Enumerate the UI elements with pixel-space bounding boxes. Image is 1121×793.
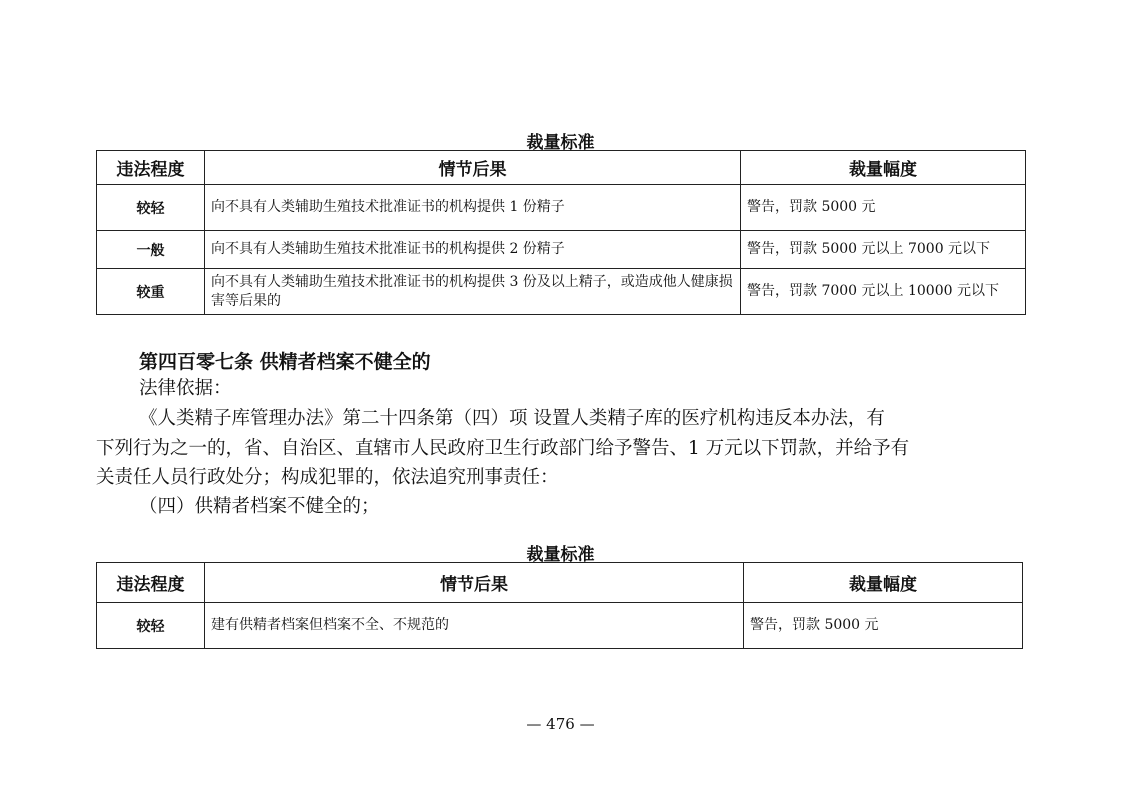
- circumstance-cell: 建有供精者档案但档案不全、不规范的: [205, 603, 744, 649]
- header-penalty-range: 裁量幅度: [741, 151, 1026, 185]
- discretion-table-2: [96, 562, 1023, 649]
- header-penalty-range: 裁量幅度: [744, 563, 1023, 603]
- table1-caption: 裁量标准: [526, 133, 595, 153]
- header-violation-level: 违法程度: [97, 151, 205, 185]
- header-violation-level: 违法程度: [97, 563, 205, 603]
- table-row: [97, 231, 1026, 269]
- legal-basis-label: 法律依据：: [139, 378, 232, 399]
- circumstance-cell: 向不具有人类辅助生殖技术批准证书的机构提供 1 份精子: [205, 185, 741, 231]
- penalty-cell: 警告，罚款 7000 元以上 10000 元以下: [741, 269, 1026, 315]
- legal-basis-line: 下列行为之一的，省、自治区、直辖市人民政府卫生行政部门给予警告、1 万元以下罚款，并给予有: [96, 438, 910, 459]
- table-row: [97, 603, 1023, 649]
- header-circumstance: 情节后果: [205, 563, 744, 603]
- table2-caption: 裁量标准: [526, 545, 595, 565]
- level-cell: 较轻: [97, 603, 205, 649]
- penalty-cell: 警告，罚款 5000 元以上 7000 元以下: [741, 231, 1026, 269]
- table-row: [97, 185, 1026, 231]
- penalty-cell: 警告，罚款 5000 元: [744, 603, 1023, 649]
- level-cell: 较轻: [97, 185, 205, 231]
- page-number: — 476 —: [526, 715, 595, 733]
- circumstance-cell: 向不具有人类辅助生殖技术批准证书的机构提供 2 份精子: [205, 231, 741, 269]
- penalty-cell: 警告，罚款 5000 元: [741, 185, 1026, 231]
- table-row: [97, 269, 1026, 315]
- header-circumstance: 情节后果: [205, 151, 741, 185]
- legal-basis-line: （四）供精者档案不健全的；: [139, 496, 380, 517]
- legal-basis-line: 《人类精子库管理办法》第二十四条第（四）项 设置人类精子库的医疗机构违反本办法，有: [139, 408, 885, 429]
- legal-basis-line: 关责任人员行政处分；构成犯罪的，依法追究刑事责任：: [96, 467, 559, 488]
- discretion-table-1: [96, 150, 1026, 315]
- circumstance-cell: 向不具有人类辅助生殖技术批准证书的机构提供 3 份及以上精子，或造成他人健康损害等后果的: [205, 269, 741, 315]
- level-cell: 一般: [97, 231, 205, 269]
- level-cell: 较重: [97, 269, 205, 315]
- article-title: 第四百零七条 供精者档案不健全的: [139, 351, 431, 373]
